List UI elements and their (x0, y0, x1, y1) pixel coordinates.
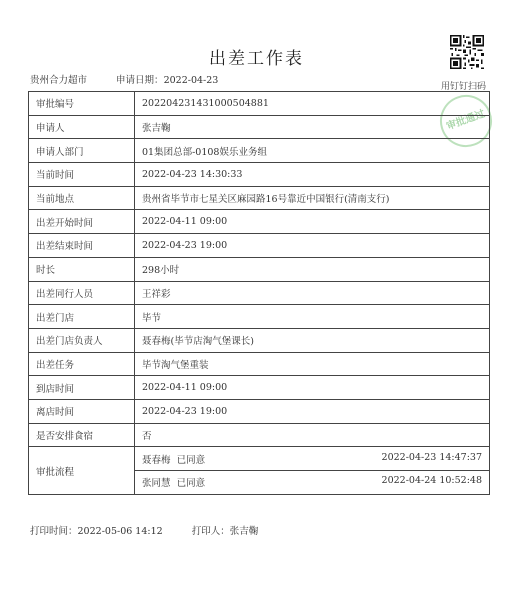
approval-step-approver (142, 452, 205, 466)
field-label: 出差同行人员 (29, 281, 135, 305)
field-value: 2022-04-23 19:00 (135, 399, 490, 423)
table-row (29, 234, 490, 258)
table-row (29, 92, 490, 116)
approval-flow-row (29, 447, 490, 471)
table-row (29, 376, 490, 400)
trip-details-table (28, 91, 490, 495)
field-value: 王祥彩 (135, 281, 490, 305)
company-name: 贵州合力超市 (30, 75, 88, 86)
table-row (29, 423, 490, 447)
approval-flow-label: 审批流程 (29, 447, 135, 494)
table-row (29, 352, 490, 376)
apply-date (116, 75, 218, 86)
field-value: 01集团总部-0108娱乐业务组 (135, 139, 490, 163)
field-label: 离店时间 (29, 399, 135, 423)
approval-step (135, 471, 490, 495)
field-label: 审批编号 (29, 92, 135, 116)
approved-stamp: 审批通过 (433, 88, 500, 155)
approval-time: 2022-04-23 14:47:37 (381, 451, 482, 463)
approver-status: 已同意 (176, 478, 206, 490)
approval-step-approver (142, 475, 205, 489)
table-row (29, 163, 490, 187)
print-time-value: 2022-05-06 14:12 (77, 526, 163, 537)
field-value: 2022-04-23 19:00 (135, 234, 490, 258)
print-time (30, 526, 163, 537)
field-label: 当前时间 (29, 163, 135, 187)
approver-status: 已同意 (176, 454, 206, 466)
approver-name: 聂春梅 (142, 454, 171, 466)
field-label: 出差开始时间 (29, 210, 135, 234)
field-label: 出差门店负责人 (29, 328, 135, 352)
field-value: 298小时 (135, 257, 490, 281)
printer-value: 张吉鞠 (229, 526, 259, 537)
approval-step (135, 447, 490, 471)
field-value: 聂春梅(毕节店淘气堡课长) (135, 328, 490, 352)
table-row (29, 115, 490, 139)
printer-label: 打印人： (191, 526, 230, 537)
table-row (29, 305, 490, 329)
field-label: 出差任务 (29, 352, 135, 376)
field-label: 出差结束时间 (29, 234, 135, 258)
field-value: 202204231431000504881 (135, 92, 490, 116)
document-title: 出差工作表 (209, 49, 304, 69)
field-label: 申请人 (29, 115, 135, 139)
table-row (29, 328, 490, 352)
field-label: 申请人部门 (29, 139, 135, 163)
field-value: 贵州省毕节市七星关区麻园路16号靠近中国银行(清南支行) (135, 186, 490, 210)
print-time-label: 打印时间： (30, 526, 78, 537)
field-label: 当前地点 (29, 186, 135, 210)
field-label: 到店时间 (29, 376, 135, 400)
print-footer (30, 523, 284, 537)
approval-time: 2022-04-24 10:52:48 (381, 475, 482, 487)
field-value: 毕节淘气堡重装 (135, 352, 490, 376)
apply-date-value: 2022-04-23 (163, 75, 219, 86)
field-value: 2022-04-11 09:00 (135, 376, 490, 400)
table-row (29, 257, 490, 281)
field-label: 是否安排食宿 (29, 423, 135, 447)
table-row (29, 210, 490, 234)
approver-name: 张同慧 (142, 478, 171, 490)
qr-caption: 用钉钉扫码 (441, 82, 487, 92)
field-label: 出差门店 (29, 305, 135, 329)
table-row (29, 139, 490, 163)
field-value: 否 (135, 423, 490, 447)
apply-date-label: 申请日期： (116, 75, 164, 86)
table-row (29, 281, 490, 305)
field-value: 张吉鞠 (135, 115, 490, 139)
table-row (29, 186, 490, 210)
field-value: 2022-04-11 09:00 (135, 210, 490, 234)
document-meta (30, 72, 244, 86)
printer (192, 526, 259, 537)
table-row (29, 399, 490, 423)
field-value: 毕节 (135, 305, 490, 329)
field-value: 2022-04-23 14:30:33 (135, 163, 490, 187)
qr-code-icon (450, 35, 484, 69)
field-label: 时长 (29, 257, 135, 281)
